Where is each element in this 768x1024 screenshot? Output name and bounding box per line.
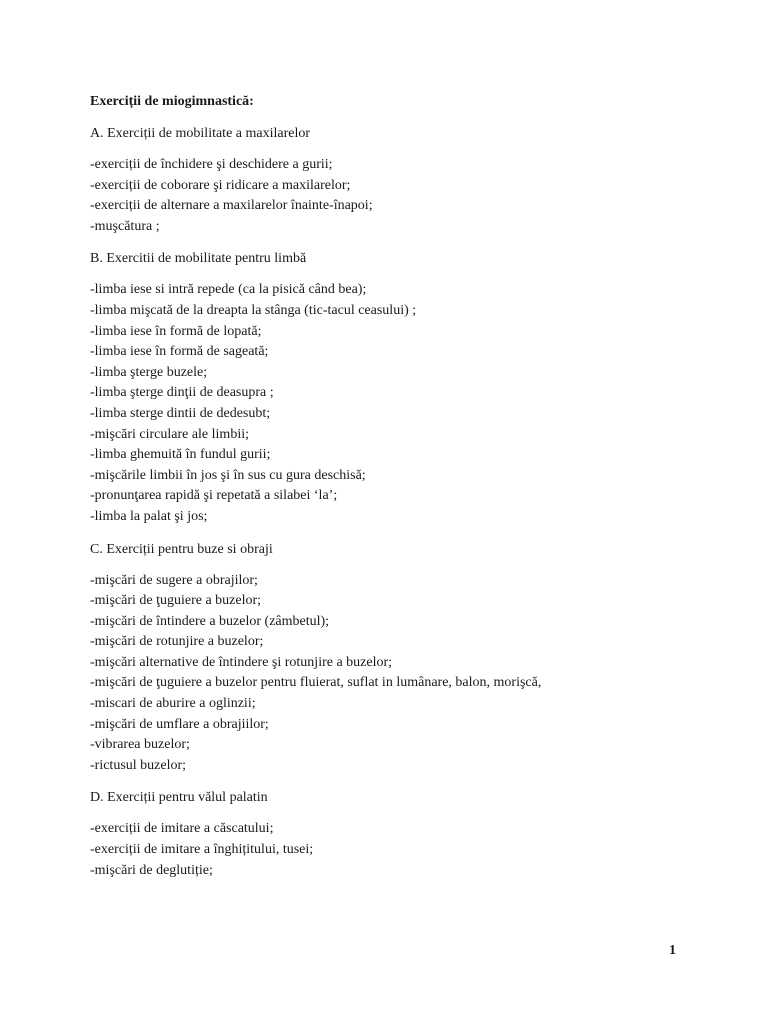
- list-item: -limba şterge dinţii de deasupra ;: [90, 385, 274, 401]
- page-number: 1: [669, 943, 676, 958]
- list-item: -mişcări de ţuguiere a buzelor;: [90, 593, 262, 609]
- exercise-list: [90, 280, 730, 527]
- list-item: -rictusul buzelor;: [90, 757, 187, 773]
- list-item: -vibrarea buzelor;: [90, 737, 190, 753]
- list-item: -mişcări de sugere a obrajilor;: [90, 572, 258, 588]
- list-item: -mişcări de deglutiție;: [90, 862, 213, 878]
- list-item: -mişcări circulare ale limbii;: [90, 426, 249, 442]
- section-jaw-mobility: [90, 124, 730, 237]
- list-item: -limba la palat şi jos;: [90, 508, 208, 524]
- exercise-list: [90, 155, 730, 237]
- list-item: -muşcătura ;: [90, 218, 160, 234]
- section-heading: B. Exercitii de mobilitate pentru limbă: [90, 251, 307, 267]
- list-item: -mişcări alternative de întindere şi rotunjire a buzelor;: [90, 654, 393, 670]
- section-tongue-mobility: [90, 249, 730, 527]
- section-soft-palate: [90, 788, 730, 881]
- list-item: -exerciții de alternare a maxilarelor înainte-înapoi;: [90, 198, 373, 214]
- list-item: -exerciții de imitare a căscatului;: [90, 821, 274, 837]
- list-item: -limba iese în formă de lopată;: [90, 323, 262, 339]
- list-item: -limba iese în formă de sageată;: [90, 344, 269, 360]
- list-item: -limba mişcată de la dreapta la stânga (tic-tacul ceasului) ;: [90, 302, 417, 318]
- list-item: -limba şterge buzele;: [90, 364, 208, 380]
- list-item: -mişcări de ţuguiere a buzelor pentru fluierat, suflat in lumânare, balon, morişcă,: [90, 675, 542, 691]
- section-lips-cheeks: [90, 540, 730, 777]
- list-item: -exerciții de coborare şi ridicare a maxilarelor;: [90, 177, 351, 193]
- section-heading: C. Exerciții pentru buze si obraji: [90, 541, 273, 557]
- exercise-list: [90, 571, 730, 777]
- list-item: -mişcări de umflare a obrajiilor;: [90, 716, 269, 732]
- list-item: -exerciții de imitare a înghițitului, tusei;: [90, 842, 314, 858]
- section-heading: A. Exerciții de mobilitate a maxilarelor: [90, 126, 311, 141]
- list-item: -miscari de aburire a oglinzii;: [90, 696, 256, 712]
- section-heading: D. Exerciții pentru vălul palatin: [90, 790, 268, 806]
- list-item: -pronunţarea rapidă şi repetată a silabei ‘la’;: [90, 488, 338, 504]
- document-page: [90, 92, 730, 893]
- list-item: -mişcările limbii în jos şi în sus cu gura deschisă;: [90, 467, 366, 483]
- document-title: Exerciții de miogimnastică:: [90, 94, 254, 109]
- list-item: -mişcări de rotunjire a buzelor;: [90, 634, 264, 650]
- list-item: -limba iese si intră repede (ca la pisică când bea);: [90, 282, 367, 298]
- list-item: -mişcări de întindere a buzelor (zâmbetul);: [90, 613, 330, 629]
- list-item: -limba sterge dintii de dedesubt;: [90, 405, 271, 421]
- exercise-list: [90, 819, 730, 881]
- list-item: -limba ghemuită în fundul gurii;: [90, 447, 271, 463]
- list-item: -exerciții de închidere şi deschidere a gurii;: [90, 157, 333, 172]
